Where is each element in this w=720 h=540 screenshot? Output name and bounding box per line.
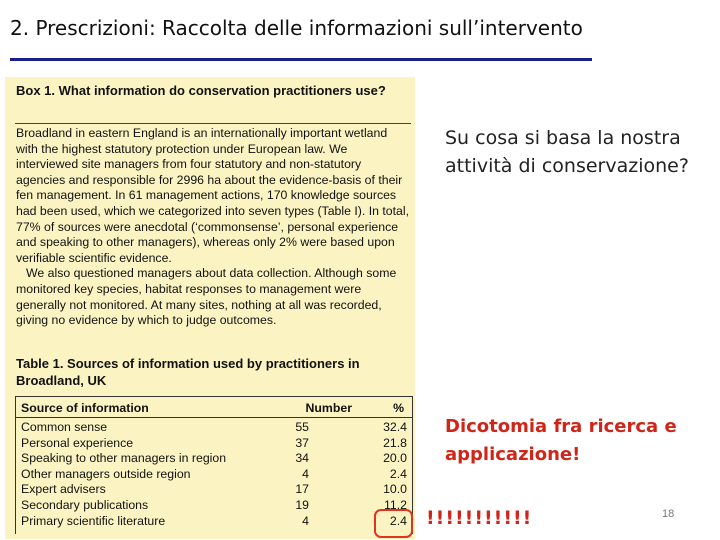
- table-header-percent: %: [393, 401, 404, 415]
- row-percent: 21.8: [383, 435, 407, 450]
- row-number: 34: [295, 451, 309, 466]
- row-number: 4: [302, 466, 309, 481]
- sources-table: [15, 396, 413, 534]
- table-header-source: Source of information: [21, 401, 149, 415]
- box-body: [16, 126, 412, 329]
- box-divider: [15, 123, 411, 124]
- page-number: 18: [662, 508, 675, 520]
- row-percent: 32.4: [383, 420, 407, 434]
- exclamation-marks: !!!!!!!!!!!: [426, 507, 533, 529]
- table-row: [16, 482, 412, 498]
- row-percent: 11.2: [383, 497, 407, 512]
- title-underline: [10, 58, 592, 61]
- table-header-divider: [16, 417, 412, 418]
- row-source: Personal experience: [21, 435, 134, 450]
- row-percent: 2.4: [389, 466, 407, 481]
- row-percent: 2.4: [389, 513, 407, 528]
- table-row: [16, 514, 412, 530]
- table-row: [16, 467, 412, 483]
- row-source: Secondary publications: [21, 497, 149, 512]
- dichotomy-text: Dicotomia fra ricerca e applicazione!: [445, 416, 677, 465]
- box-title: Box 1. What information do conservation practitioners use?: [16, 83, 386, 98]
- box-1-panel: [5, 77, 415, 539]
- row-number: 55: [295, 420, 309, 434]
- row-number: 17: [295, 482, 309, 497]
- row-number: 19: [295, 497, 309, 512]
- row-source: Expert advisers: [21, 482, 106, 497]
- table-title: Table 1. Sources of information used by practitioners in Broadland, UK: [16, 356, 360, 388]
- table-row: [16, 451, 412, 467]
- question-text: Su cosa si basa la nostra attività di conservazione?: [445, 127, 689, 177]
- box-paragraph-1: Broadland in eastern England is an internationally important wetland with the highest statutory protection under European law. We interviewed site managers from four statutory and non-statutory agencies and responsible for 2996 ha about the evidence-basis of their fen management. In 61 management actions, 170 knowledge sources had been used, which we categorized into seven types (Table I). In total, 77% of sources were anecdotal (‘commonsense’, personal experience and speaking to other managers), whereas only 2% were based upon verifiable scientific evidence.: [16, 126, 410, 265]
- row-source: Other managers outside region: [21, 466, 191, 481]
- row-source: Speaking to other managers in region: [21, 451, 227, 466]
- table-rows: [16, 420, 412, 529]
- table-row: [16, 436, 412, 452]
- row-number: 37: [295, 435, 309, 450]
- table-row: [16, 498, 412, 514]
- row-percent: 10.0: [383, 482, 407, 497]
- box-paragraph-2: We also questioned managers about data collection. Although some monitored key species, habitat responses to management were generally not monitored. At many sites, nothing at all was recorded, giving no evidence by which to judge outcomes.: [16, 266, 397, 328]
- table-row: [16, 420, 412, 436]
- row-percent: 20.0: [383, 451, 407, 466]
- slide-title: 2. Prescrizioni: Raccolta delle informazioni sull’intervento: [10, 16, 583, 40]
- highlight-circle: [374, 509, 413, 538]
- row-number: 4: [302, 513, 309, 528]
- table-header-number: Number: [305, 401, 352, 415]
- row-source: Common sense: [21, 420, 108, 434]
- row-source: Primary scientific literature: [21, 513, 166, 528]
